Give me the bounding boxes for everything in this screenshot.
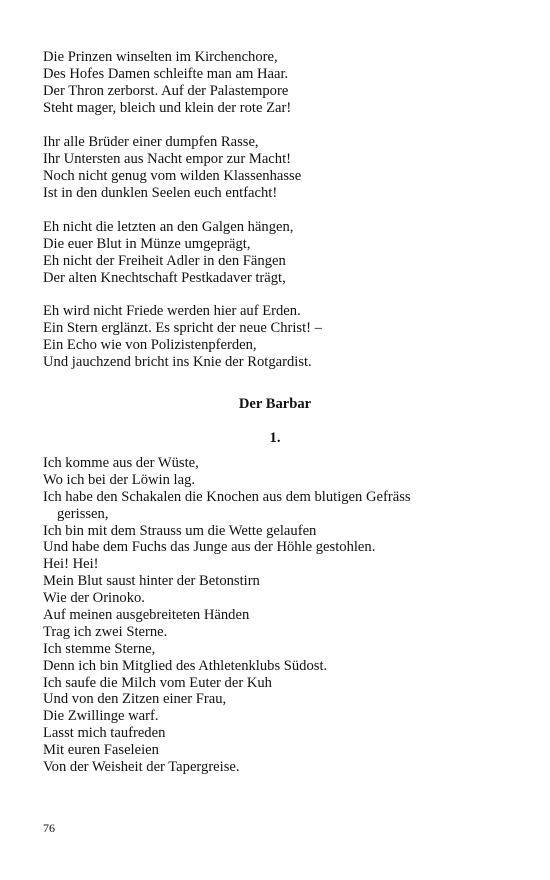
stanza — [43, 49, 513, 117]
verse-line: Steht mager, bleich und klein der rote Zar! — [43, 99, 292, 116]
verse-line: Die Zwillinge warf. — [43, 708, 159, 725]
verse-line: Ihr alle Brüder einer dumpfen Rasse, — [43, 134, 259, 150]
verse-line: Ich saufe die Milch vom Euter der Kuh — [43, 674, 272, 691]
verse-line: Ist in den dunklen Seelen euch entfacht! — [43, 184, 278, 201]
stanza — [43, 219, 513, 287]
verse-line: Von der Weisheit der Tapergreise. — [43, 759, 240, 776]
verse-line: Mit euren Faseleien — [43, 742, 159, 759]
verse-line: Ich stemme Sterne, — [43, 640, 156, 657]
verse-line: Lasst mich taufreden — [43, 725, 166, 742]
verse-line: Und habe dem Fuchs das Junge aus der Höhle gestohlen. — [43, 539, 376, 556]
verse-line: Eh wird nicht Friede werden hier auf Erden. — [43, 303, 301, 319]
stanza — [43, 134, 513, 202]
verse-line: Noch nicht genug vom wilden Klassenhasse — [43, 167, 302, 184]
verse-line: Mein Blut saust hinter der Betonstirn — [43, 573, 260, 590]
verse-line: Der alten Knechtschaft Pestkadaver trägt, — [43, 269, 286, 286]
verse-line: Die Prinzen winselten im Kirchenchore, — [43, 49, 278, 65]
section-number: 1. — [269, 430, 281, 446]
verse-line: Wie der Orinoko. — [43, 590, 145, 607]
verse-line: Ich bin mit dem Strauss um die Wette gelaufen — [43, 522, 317, 539]
verse-line: Denn ich bin Mitglied des Athletenklubs Südost. — [43, 657, 328, 674]
verse-line: Die euer Blut in Münze umgeprägt, — [43, 235, 251, 252]
verse-line: Des Hofes Damen schleifte man am Haar. — [43, 65, 289, 82]
verse-line-continuation: gerissen, — [57, 505, 109, 522]
verse-line: Der Thron zerborst. Auf der Palastempore — [43, 82, 289, 99]
verse-line: Ein Stern erglänzt. Es spricht der neue Christ! – — [43, 319, 322, 336]
verse-line: Wo ich bei der Löwin lag. — [43, 471, 196, 488]
stanza — [43, 303, 513, 371]
page-number: 76 — [43, 821, 55, 835]
verse-line: Eh nicht die letzten an den Galgen hängen, — [43, 219, 294, 235]
poem-body — [43, 455, 513, 776]
verse-line: Ich habe den Schakalen die Knochen aus dem blutigen Gefräss — [43, 488, 411, 505]
verse-line: Hei! Hei! — [43, 556, 99, 573]
verse-line: Ihr Untersten aus Nacht empor zur Macht! — [43, 150, 292, 167]
verse-line: Und jauchzend bricht ins Knie der Rotgardist. — [43, 353, 312, 370]
poem-title: Der Barbar — [238, 396, 312, 412]
verse-line: Und von den Zitzen einer Frau, — [43, 691, 227, 708]
verse-line: Ein Echo wie von Polizistenpferden, — [43, 336, 257, 353]
verse-line: Auf meinen ausgebreiteten Händen — [43, 607, 250, 624]
verse-line: Trag ich zwei Sterne. — [43, 623, 168, 640]
verse-line: Ich komme aus der Wüste, — [43, 455, 199, 471]
verse-line: Eh nicht der Freiheit Adler in den Fängen — [43, 252, 286, 269]
